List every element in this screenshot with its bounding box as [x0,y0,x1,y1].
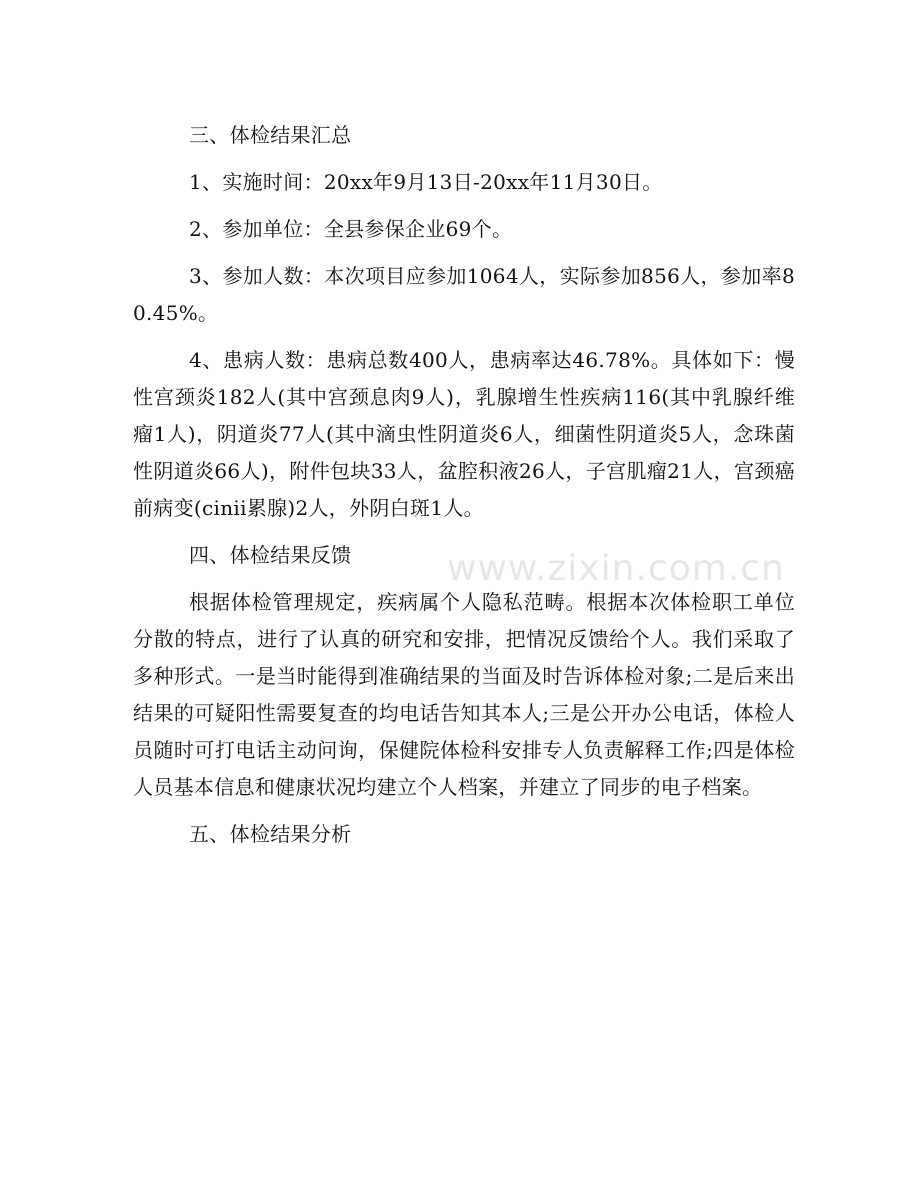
section-heading-analysis: 五、体检结果分析 [189,822,352,846]
paragraph-participating-units: 2、参加单位：全县参保企业69个。 [189,217,513,241]
paragraph-implementation-time: 1、实施时间：20xx年9月13日-20xx年11月30日。 [189,170,663,194]
paragraph-patient-count: 4、患病人数：患病总数400人，患病率达46.78%。具体如下：慢性宫颈炎182人(其中宫颈息肉9人)，乳腺增生性疾病116(其中乳腺纤维瘤1人)，阴道炎77人(其中滴虫性阴道炎6人，细菌性阴道炎5人，念珠菌性阴道炎66人)，附件包块33人，盆腔积液26人，子宫肌瘤21人，宫颈癌前病变(cinii累腺)2人，外阴白斑1人。 [133,348,795,520]
section-heading-summary: 三、体检结果汇总 [189,123,352,147]
document-body [133,117,795,863]
paragraph-participant-count: 3、参加人数：本次项目应参加1064人，实际参加856人，参加率80.45%。 [133,264,795,325]
paragraph-feedback-details: 根据体检管理规定，疾病属个人隐私范畴。根据本次体检职工单位分散的特点，进行了认真的研究和安排，把情况反馈给个人。我们采取了多种形式。一是当时能得到准确结果的当面及时告诉体检对象;二是后来出结果的可疑阳性需要复查的均电话告知其本人;三是公开办公电话，体检人员随时可打电话主动问询，保健院体检科安排专人负责解释工作;四是体检人员基本信息和健康状况均建立个人档案，并建立了同步的电子档案。 [133,590,795,799]
watermark: www.zixin.com.cn [447,548,785,589]
section-heading-feedback: 四、体检结果反馈 [189,543,352,567]
